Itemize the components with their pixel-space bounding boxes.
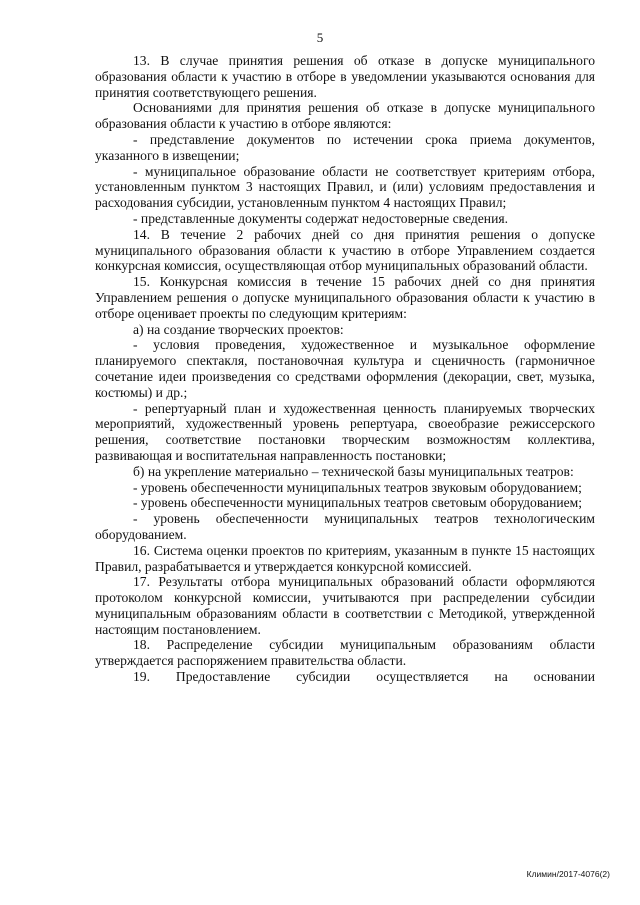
list-item-criteria-mismatch: - муниципальное образование области не соответствует критериям отбора, установленным пунктом 3 настоящих Правил, и (или) условиям предоставления и расходования субсидии, установленным пунктом 4 настоящих Правил;: [95, 163, 595, 211]
list-item-false-info: - представленные документы содержат недостоверные сведения.: [133, 210, 508, 226]
list-item-light-equipment: - уровень обеспеченности муниципальных театров световым оборудованием;: [133, 495, 583, 511]
document-body: [95, 53, 595, 685]
page-number: 5: [316, 30, 324, 45]
paragraph-15: 15. Конкурсная комиссия в течение 15 рабочих дней со дня принятия Управлением решения о допуске муниципального образования области к участию в отборе оценивает проекты по следующим критериям:: [95, 274, 595, 321]
paragraph-13: 13. В случае принятия решения об отказе в допуске муниципального образования области к участию в отборе в уведомлении указываются основания для принятия соответствующего решения.: [95, 53, 595, 100]
paragraph-19: 19. Предоставление субсидии осуществляется на основании: [133, 669, 595, 685]
list-item-staging-conditions: - условия проведения, художественное и музыкальное оформление планируемого спектакля, постановочная культура и сценичность (гармоничное сочетание идеи произведения со средствами оформления (декорации, свет, музыка, костюмы) и др.;: [95, 337, 595, 400]
document-code: Климин/2017-4076(2): [526, 869, 610, 879]
subsection-a: а) на создание творческих проектов:: [133, 321, 344, 337]
paragraph-14: 14. В течение 2 рабочих дней со дня принятия решения о допуске муниципального образования области к участию в отборе Управлением создается конкурсная комиссия, осуществляющая отбор муниципальных образований области.: [95, 226, 595, 274]
subsection-b: б) на укрепление материально – технической базы муниципальных театров:: [133, 463, 574, 479]
list-item-sound-equipment: - уровень обеспеченности муниципальных театров звуковым оборудованием;: [133, 479, 582, 495]
list-item-deadline: - представление документов по истечении срока приема документов, указанного в извещении;: [95, 131, 595, 163]
list-item-tech-equipment: - уровень обеспеченности муниципальных театров технологическим оборудованием.: [95, 511, 595, 542]
paragraph-18: 18. Распределение субсидии муниципальным образованиям области утверждается распоряжением правительства области.: [95, 637, 595, 669]
paragraph-17: 17. Результаты отбора муниципальных образований области оформляются протоколом конкурсной комиссии, учитываются при распределении субсидии муниципальным образованиям области в соответствии с Методикой, утвержденной настоящим постановлением.: [95, 574, 595, 637]
list-item-repertoire: - репертуарный план и художественная ценность планируемых творческих мероприятий, художественный уровень репертуара, своеобразие режиссерского решения, соответствие постановки творческим возможностям коллектива, развивающая и воспитательная направленность постановки;: [95, 400, 595, 463]
paragraph-refusal-grounds: Основаниями для принятия решения об отказе в допуске муниципального образования области к участию в отборе являются:: [95, 100, 595, 132]
paragraph-16: 16. Система оценки проектов по критериям, указанным в пункте 15 настоящих Правил, разрабатывается и утверждается конкурсной комиссией.: [95, 542, 595, 574]
